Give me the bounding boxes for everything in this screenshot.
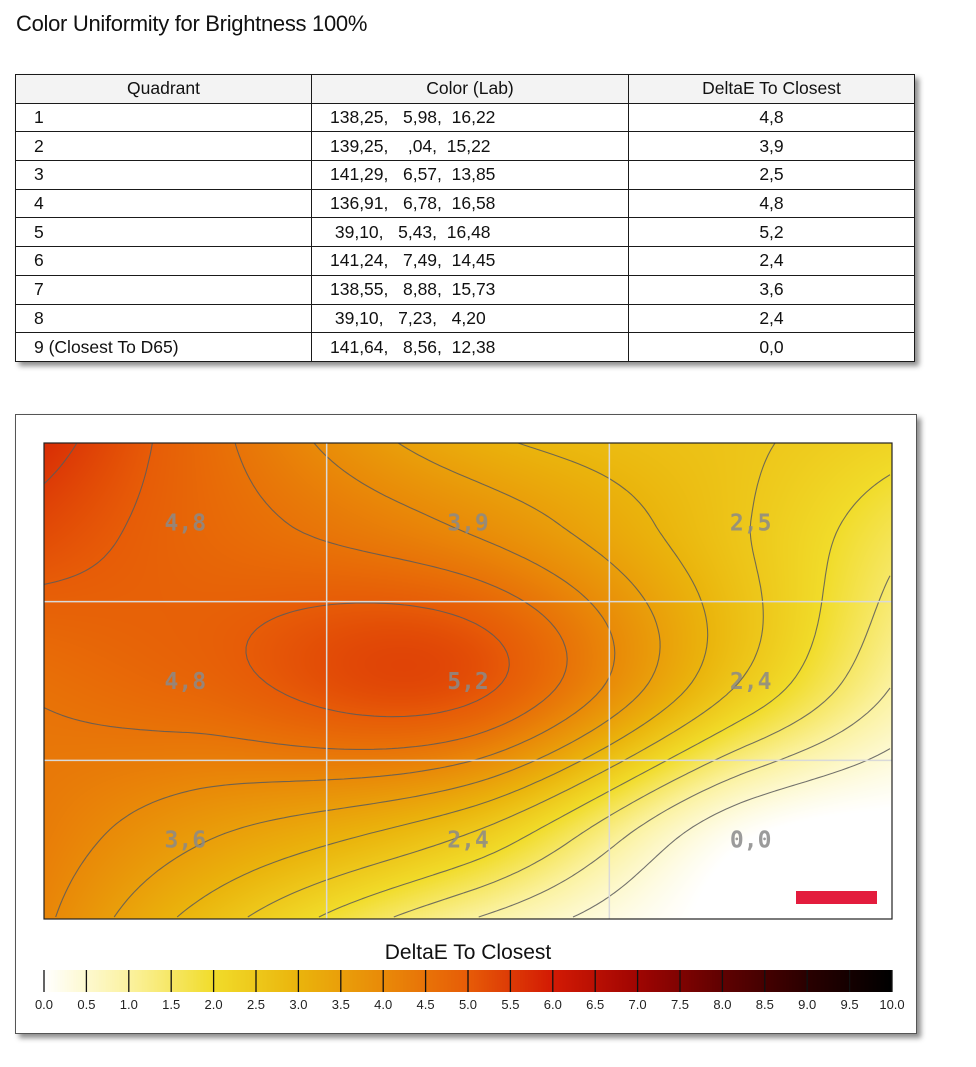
deltae-cell: 2,4 bbox=[629, 304, 915, 333]
quadrant-value-label: 2,4 bbox=[447, 827, 489, 854]
quadrant-cell: 5 bbox=[16, 218, 312, 247]
uniformity-chart-panel bbox=[15, 414, 917, 1034]
color-lab-cell: 139,25, ,04, 15,22 bbox=[312, 132, 629, 161]
colorbar-title: DeltaE To Closest bbox=[384, 941, 552, 964]
colorbar-tick-label: 6.0 bbox=[543, 997, 562, 1012]
deltae-cell: 4,8 bbox=[629, 103, 915, 132]
color-lab-cell: 141,24, 7,49, 14,45 bbox=[312, 247, 629, 276]
colorbar-tick-label: 0.0 bbox=[34, 997, 54, 1012]
table-row bbox=[16, 275, 915, 304]
colorbar-tick-label: 5.0 bbox=[458, 997, 478, 1012]
quadrant-cell: 9 (Closest To D65) bbox=[16, 333, 312, 362]
quadrant-value-label: 2,5 bbox=[729, 510, 772, 537]
deltae-cell: 3,9 bbox=[629, 132, 915, 161]
uniformity-heatmap-chart bbox=[16, 415, 916, 1033]
colorbar-tick-label: 8.5 bbox=[755, 997, 774, 1012]
table-row bbox=[16, 103, 915, 132]
quadrant-value-label: 5,2 bbox=[447, 669, 489, 695]
colorbar-tick-label: 2.5 bbox=[246, 997, 266, 1012]
colorbar-tick-label: 3.5 bbox=[331, 997, 350, 1012]
table-row bbox=[16, 333, 915, 362]
uniformity-table bbox=[15, 74, 915, 362]
deltae-cell: 3,6 bbox=[629, 275, 915, 304]
quadrant-value-label: 3,6 bbox=[164, 827, 207, 854]
colorbar-tick-label: 8.0 bbox=[713, 997, 732, 1012]
table-row bbox=[16, 247, 915, 276]
color-lab-cell: 141,64, 8,56, 12,38 bbox=[312, 333, 629, 362]
deltae-cell: 0,0 bbox=[629, 333, 915, 362]
table-row bbox=[16, 161, 915, 190]
color-lab-cell: 136,91, 6,78, 16,58 bbox=[312, 189, 629, 218]
color-lab-cell: 138,55, 8,88, 15,73 bbox=[312, 275, 629, 304]
quadrant-cell: 6 bbox=[16, 247, 312, 276]
colorbar-tick-label: 2.0 bbox=[204, 997, 223, 1012]
colorbar-tick-label: 10.0 bbox=[879, 997, 905, 1012]
quadrant-cell: 3 bbox=[16, 161, 312, 190]
quadrant-value-label: 4,8 bbox=[164, 510, 207, 537]
table-row bbox=[16, 218, 915, 247]
colorbar-tick-label: 7.0 bbox=[628, 997, 647, 1012]
color-lab-cell: 138,25, 5,98, 16,22 bbox=[312, 103, 629, 132]
colorbar-tick-label: 5.5 bbox=[501, 997, 520, 1012]
table-body bbox=[16, 103, 915, 361]
uniformity-table-container bbox=[15, 74, 915, 362]
quadrant-cell: 2 bbox=[16, 132, 312, 161]
colorbar-tick-label: 7.5 bbox=[670, 997, 690, 1012]
colorbar-tick-label: 1.5 bbox=[162, 997, 181, 1012]
deltae-cell: 4,8 bbox=[629, 189, 915, 218]
table-row bbox=[16, 132, 915, 161]
color-lab-cell: 141,29, 6,57, 13,85 bbox=[312, 161, 629, 190]
table-row bbox=[16, 304, 915, 333]
deltae-cell: 5,2 bbox=[629, 218, 915, 247]
quadrant-value-label: 2,4 bbox=[729, 669, 772, 695]
quadrant-cell: 7 bbox=[16, 275, 312, 304]
quadrant-column-header: Quadrant bbox=[16, 75, 312, 104]
colorbar-tick-label: 3.0 bbox=[289, 997, 308, 1012]
quadrant-cell: 8 bbox=[16, 304, 312, 333]
quadrant-value-label: 0,0 bbox=[729, 827, 772, 854]
colorbar-tick-label: 9.5 bbox=[840, 997, 859, 1012]
color-lab-cell: 39,10, 5,43, 16,48 bbox=[312, 218, 629, 247]
page-title: Color Uniformity for Brightness 100% bbox=[16, 11, 368, 36]
table-row bbox=[16, 189, 915, 218]
red-marker bbox=[796, 891, 877, 904]
deltae-cell: 2,4 bbox=[629, 247, 915, 276]
quadrant-cell: 4 bbox=[16, 189, 312, 218]
colorbar-tick-label: 9.0 bbox=[798, 997, 817, 1012]
colorbar-tick-label: 4.0 bbox=[374, 997, 393, 1012]
quadrant-value-label: 3,9 bbox=[447, 510, 489, 537]
colorbar-tick-label: 6.5 bbox=[586, 997, 605, 1012]
color-lab-column-header: Color (Lab) bbox=[312, 75, 629, 104]
colorbar-tick-label: 1.0 bbox=[119, 997, 138, 1012]
colorbar-tick-label: 0.5 bbox=[77, 997, 96, 1012]
table-header-row bbox=[16, 75, 915, 104]
quadrant-value-label: 4,8 bbox=[164, 669, 207, 695]
deltae-column-header: DeltaE To Closest bbox=[629, 75, 915, 104]
deltae-cell: 2,5 bbox=[629, 161, 915, 190]
quadrant-cell: 1 bbox=[16, 103, 312, 132]
color-lab-cell: 39,10, 7,23, 4,20 bbox=[312, 304, 629, 333]
colorbar-tick-label: 4.5 bbox=[416, 997, 435, 1012]
